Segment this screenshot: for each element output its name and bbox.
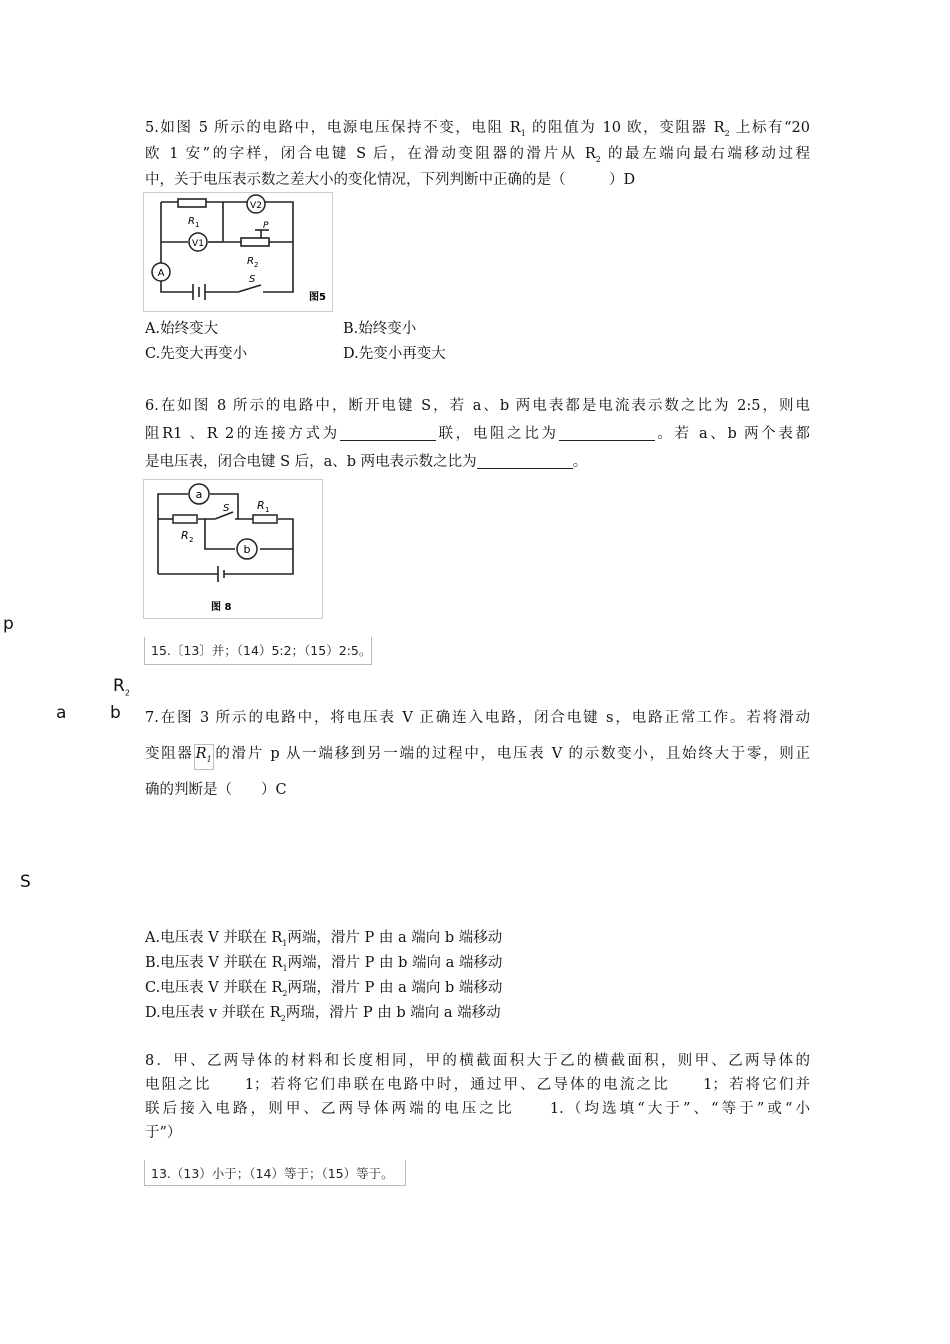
- stray-label-r: $R_2$: [113, 676, 130, 698]
- stray-label-p: p: [3, 614, 14, 634]
- q5-line-3: 中，关于电压表示数之差大小的变化情况，下列判断中正确的是（ ）D: [145, 172, 636, 188]
- q7-line-2: 变阻器 $R_1$ 的滑片 p 从一端移到另一端的过程中，电压表 V 的示数变小，且始终大于零，则正: [145, 736, 810, 772]
- q8-answer-box: 13.（13）小于；（14）等于；（15）等于。: [144, 1160, 406, 1186]
- q6-line-3: 是电压表，闭合电键 S 后，a、b 两电表示数之比为 。: [145, 454, 588, 470]
- fig5-a-label: A: [157, 268, 165, 279]
- q6-blank-1[interactable]: [340, 426, 436, 441]
- fig5-v2-label: V2: [250, 201, 262, 211]
- question-5: [145, 115, 810, 193]
- fig5-r2-label: R: [247, 256, 254, 267]
- q8-line-2: 电阻之比 1；若将它们串联在电路中时，通过甲、乙导体的电流之比 1；若将它们并: [145, 1077, 810, 1093]
- q5-option-a: A.始终变大: [145, 321, 219, 337]
- fig8-r1-sub: 1: [265, 506, 270, 514]
- q7-option-d: D.电压表 v 并联在 $R_2$两瑞，滑片 P 由 b 端向 a 端移动: [145, 1005, 501, 1023]
- q5-line-1: 5.如图 5 所示的电路中，电源电压保持不变，电阻 $R_1$ 的阻值为 10 欧，变阻器 $R_2$ 上标有“20: [145, 120, 810, 138]
- question-6: [145, 393, 810, 475]
- q8-line-4: 于”）: [145, 1125, 182, 1141]
- fig5-s-label: S: [249, 274, 256, 285]
- fig8-a-label: a: [195, 488, 203, 501]
- fig8-r2-label: R: [181, 529, 189, 542]
- fig5-r1-label: R: [188, 216, 195, 227]
- q5-option-d: D.先变小再变大: [343, 346, 446, 362]
- figure-8-circuit: [143, 479, 323, 619]
- fig8-r2-sub: 2: [189, 536, 194, 544]
- question-8: [145, 1049, 810, 1145]
- stray-label-s: S: [20, 872, 31, 892]
- figure-5-circuit: [143, 192, 333, 312]
- q7-option-c: C.电压表 V 并联在 $R_2$两瑞，滑片 P 由 a 端向 b 端移动: [145, 980, 503, 998]
- fig5-v1-label: V1: [192, 239, 204, 249]
- r1-symbol: $R_1$: [194, 744, 214, 770]
- fig5-caption: 图5: [309, 292, 326, 303]
- q7-option-b: B.电压表 V 并联在 $R_1$两端，滑片 P 由 b 端向 a 端移动: [145, 955, 503, 973]
- q6-blank-3[interactable]: [477, 454, 573, 469]
- q5-line-2: 欧 1 安”的字样，闭合电键 S 后，在滑动变阻器的滑片从 $R_2$ 的最左端向最右端移动过程: [145, 146, 810, 164]
- fig5-p-label: P: [263, 221, 269, 231]
- fig8-b-label: b: [243, 543, 251, 556]
- q7-option-a: A.电压表 V 并联在 $R_1$两端，滑片 P 由 a 端向 b 端移动: [145, 930, 503, 948]
- question-7: [145, 700, 810, 808]
- q6-line-1: 6.在如图 8 所示的电路中，断开电键 S，若 a、b 两电表都是电流表示数之比为 2:5，则电: [145, 398, 810, 414]
- q6-blank-2[interactable]: [559, 426, 655, 441]
- q5-option-b: B.始终变小: [343, 321, 417, 337]
- q5-option-c: C.先变大再变小: [145, 346, 248, 362]
- q6-answer-box: 15.〔13〕并；（14）5:2；（15）2:5。: [144, 637, 372, 665]
- q6-line-2: 阻R1 、R 2的连接方式为 联，电阻之比为 。若 a、b 两个表都: [145, 426, 810, 442]
- fig8-caption: 图 8: [211, 602, 232, 613]
- fig8-s-label: S: [223, 503, 230, 514]
- fig5-r1-sub: 1: [195, 221, 200, 229]
- stray-label-a: a: [56, 703, 67, 723]
- fig8-r1-label: R: [257, 499, 265, 512]
- q7-line-1: 7.在图 3 所示的电路中，将电压表 V 正确连入电路，闭合电键 s，电路正常工作。若将滑动: [145, 710, 810, 726]
- q8-line-3: 联后接入电路，则甲、乙两导体两端的电压之比 1.（均选填“大于”、“等于”或“小: [145, 1101, 810, 1117]
- fig5-r2-sub: 2: [254, 261, 259, 269]
- q7-line-3: 确的判断是（ ）C: [145, 782, 287, 798]
- q8-line-1: 8．甲、乙两导体的材料和长度相同，甲的横截面积大于乙的横截面积，则甲、乙两导体的: [145, 1053, 810, 1069]
- stray-label-b: b: [110, 703, 121, 723]
